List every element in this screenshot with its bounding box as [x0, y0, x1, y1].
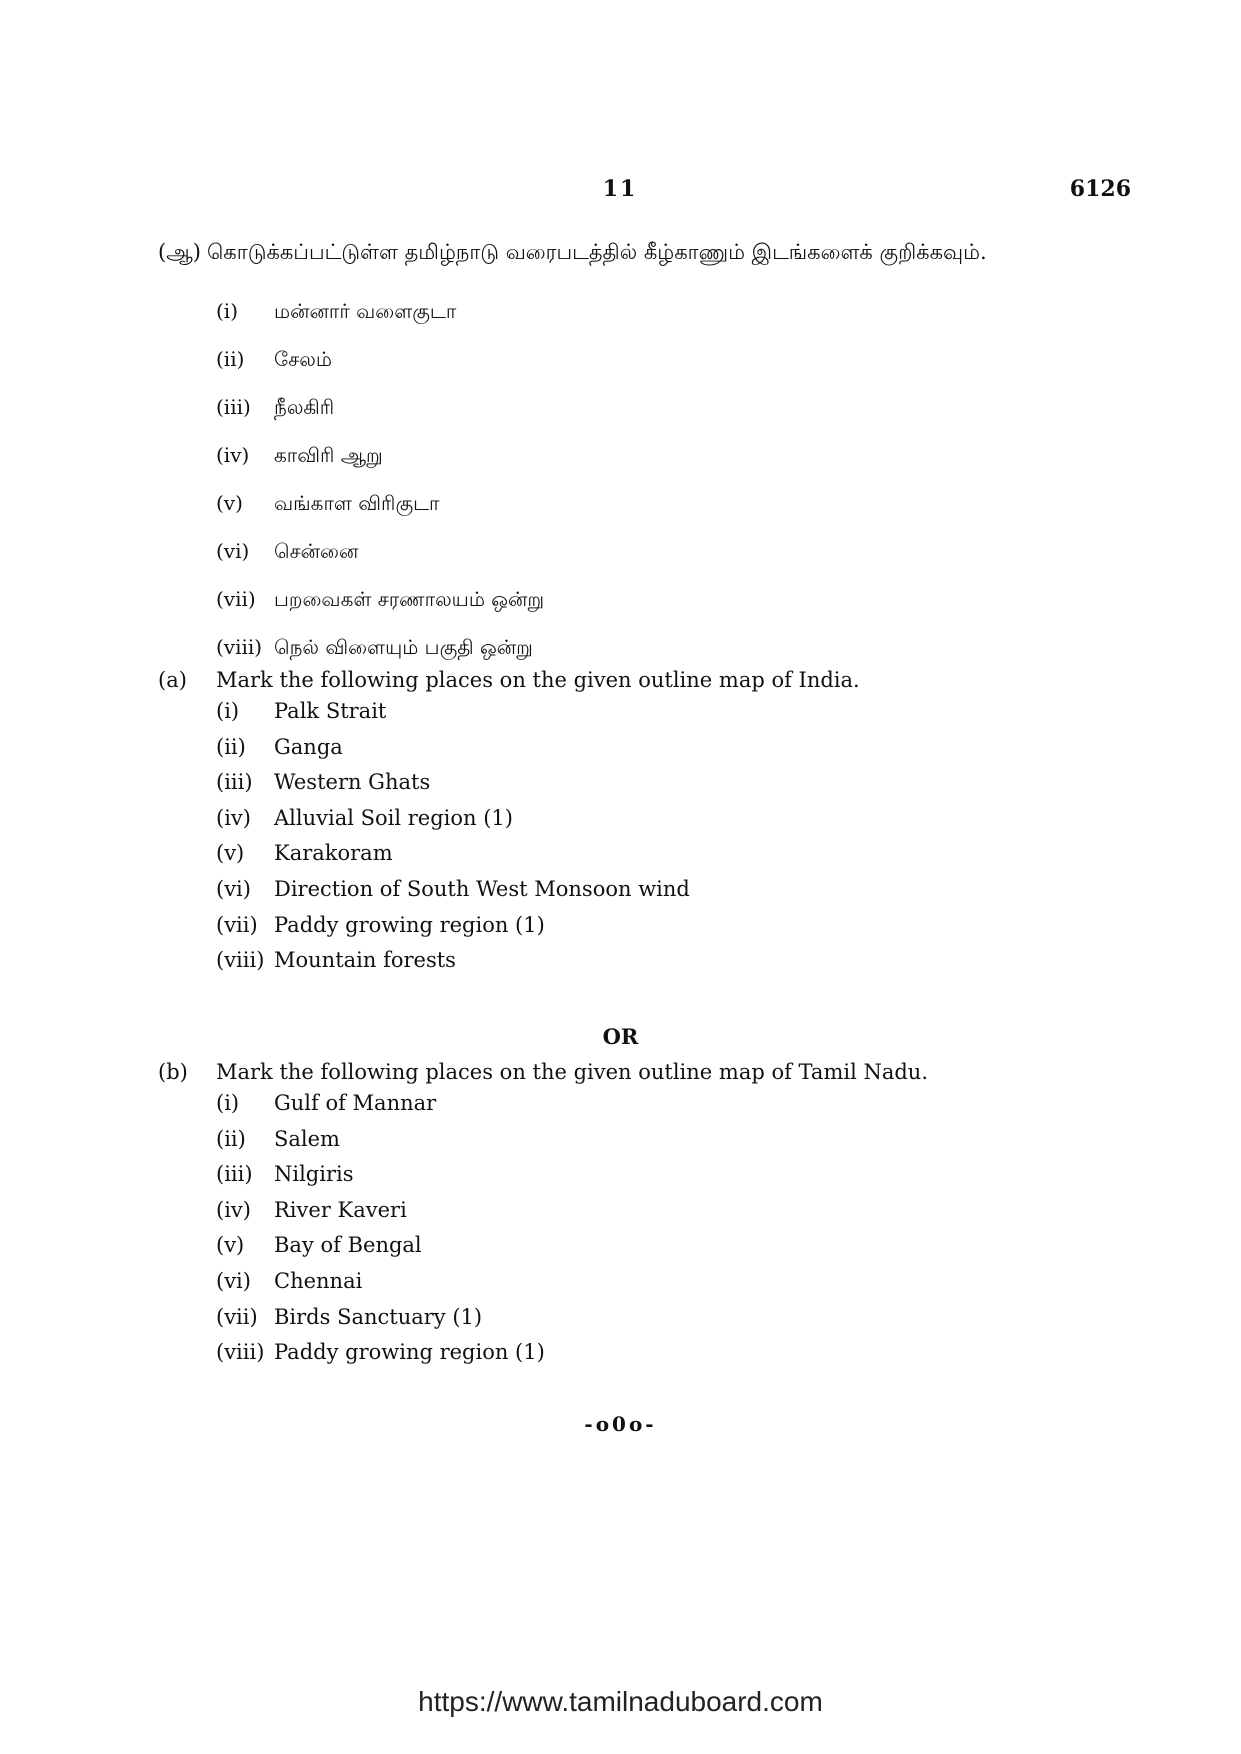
list-item	[216, 694, 1148, 730]
item-number: (iv)	[216, 443, 250, 467]
item-number: (iii)	[216, 770, 253, 795]
list-item	[216, 1157, 1148, 1193]
item-number: (viii)	[216, 1340, 265, 1365]
list-item	[216, 801, 1148, 837]
list-item	[216, 287, 1148, 335]
item-text: காவிரி ஆறு	[274, 443, 383, 467]
list-item	[216, 1193, 1148, 1229]
item-number: (vi)	[216, 1268, 251, 1293]
item-text: சென்னை	[274, 539, 359, 563]
item-text: Alluvial Soil region (1)	[274, 805, 513, 830]
list-item	[216, 1335, 1148, 1371]
item-text: Western Ghats	[274, 770, 431, 795]
item-text: Gulf of Mannar	[274, 1091, 437, 1115]
question-label: (ஆ)	[158, 240, 201, 264]
item-number: (viii)	[216, 948, 265, 973]
item-text: Birds Sanctuary (1)	[274, 1304, 483, 1329]
item-number: (vi)	[216, 539, 250, 563]
item-number: (ii)	[216, 734, 246, 759]
end-mark: -o0o-	[584, 1412, 657, 1436]
item-text: Paddy growing region (1)	[274, 912, 545, 937]
item-text: பறவைகள் சரணாலயம் ஒன்று	[274, 587, 545, 611]
list-item	[216, 872, 1148, 908]
item-text: Bay of Bengal	[274, 1233, 422, 1258]
question-label: (a)	[158, 668, 187, 692]
item-number: (v)	[216, 491, 243, 515]
item-number: (v)	[216, 1233, 245, 1258]
item-number: (iii)	[216, 1162, 253, 1187]
item-number: (v)	[216, 841, 245, 866]
question-a-item-list	[158, 692, 1148, 979]
paper-code: 6126	[1069, 176, 1131, 202]
tamil-question	[158, 240, 1148, 671]
item-text: Paddy growing region (1)	[274, 1340, 545, 1365]
item-number: (i)	[216, 299, 239, 323]
list-item	[216, 479, 1148, 527]
list-item	[216, 623, 1148, 671]
item-text: சேலம்	[274, 347, 332, 371]
item-text: Chennai	[274, 1268, 363, 1293]
question-label: (b)	[158, 1060, 188, 1084]
item-number: (iv)	[216, 1197, 251, 1222]
question-text: Mark the following places on the given outline map of India.	[216, 668, 860, 692]
item-text: நெல் விளையும் பகுதி ஒன்று	[274, 635, 533, 659]
list-item	[216, 335, 1148, 383]
item-text: Nilgiris	[274, 1162, 354, 1187]
list-item	[216, 908, 1148, 944]
item-number: (iv)	[216, 805, 251, 830]
item-text: Mountain forests	[274, 948, 456, 973]
item-text: Salem	[274, 1126, 340, 1151]
list-item	[216, 943, 1148, 979]
item-text: Ganga	[274, 734, 343, 759]
tamil-item-list	[158, 267, 1148, 671]
item-number: (viii)	[216, 635, 263, 659]
item-number: (ii)	[216, 1126, 246, 1151]
item-number: (vii)	[216, 912, 258, 937]
item-number: (ii)	[216, 347, 245, 371]
item-number: (vi)	[216, 876, 251, 901]
question-text: கொடுக்கப்பட்டுள்ள தமிழ்நாடு வரைபடத்தில் கீழ்காணும் இடங்களைக் குறிக்கவும்.	[206, 240, 987, 264]
list-item	[216, 1086, 1148, 1122]
list-item	[216, 1122, 1148, 1158]
item-number: (vii)	[216, 587, 256, 611]
item-number: (vii)	[216, 1304, 258, 1329]
item-text: Palk Strait	[274, 699, 387, 723]
list-item	[216, 730, 1148, 766]
question-b-header	[158, 1060, 1148, 1084]
list-item	[216, 575, 1148, 623]
question-a	[158, 668, 1148, 979]
list-item	[216, 836, 1148, 872]
question-b	[158, 1060, 1148, 1371]
list-item	[216, 431, 1148, 479]
item-text: நீலகிரி	[274, 395, 335, 419]
list-item	[216, 1264, 1148, 1300]
question-b-item-list	[158, 1084, 1148, 1371]
item-text: River Kaveri	[274, 1197, 407, 1222]
tamil-question-header	[158, 240, 1148, 267]
item-text: Karakoram	[274, 841, 393, 866]
list-item	[216, 1228, 1148, 1264]
list-item	[216, 527, 1148, 575]
page-number: 11	[602, 176, 638, 202]
item-text: Direction of South West Monsoon wind	[274, 876, 690, 901]
question-text: Mark the following places on the given outline map of Tamil Nadu.	[216, 1060, 929, 1084]
list-item	[216, 1300, 1148, 1336]
item-text: மன்னார் வளைகுடா	[274, 299, 457, 323]
footer-url: https://www.tamilnaduboard.com	[418, 1686, 823, 1717]
list-item	[216, 383, 1148, 431]
or-separator: OR	[602, 1024, 639, 1049]
question-a-header	[158, 668, 1148, 692]
item-text: வங்காள விரிகுடா	[274, 491, 440, 515]
item-number: (i)	[216, 1091, 240, 1115]
item-number: (i)	[216, 699, 240, 723]
list-item	[216, 765, 1148, 801]
item-number: (iii)	[216, 395, 251, 419]
